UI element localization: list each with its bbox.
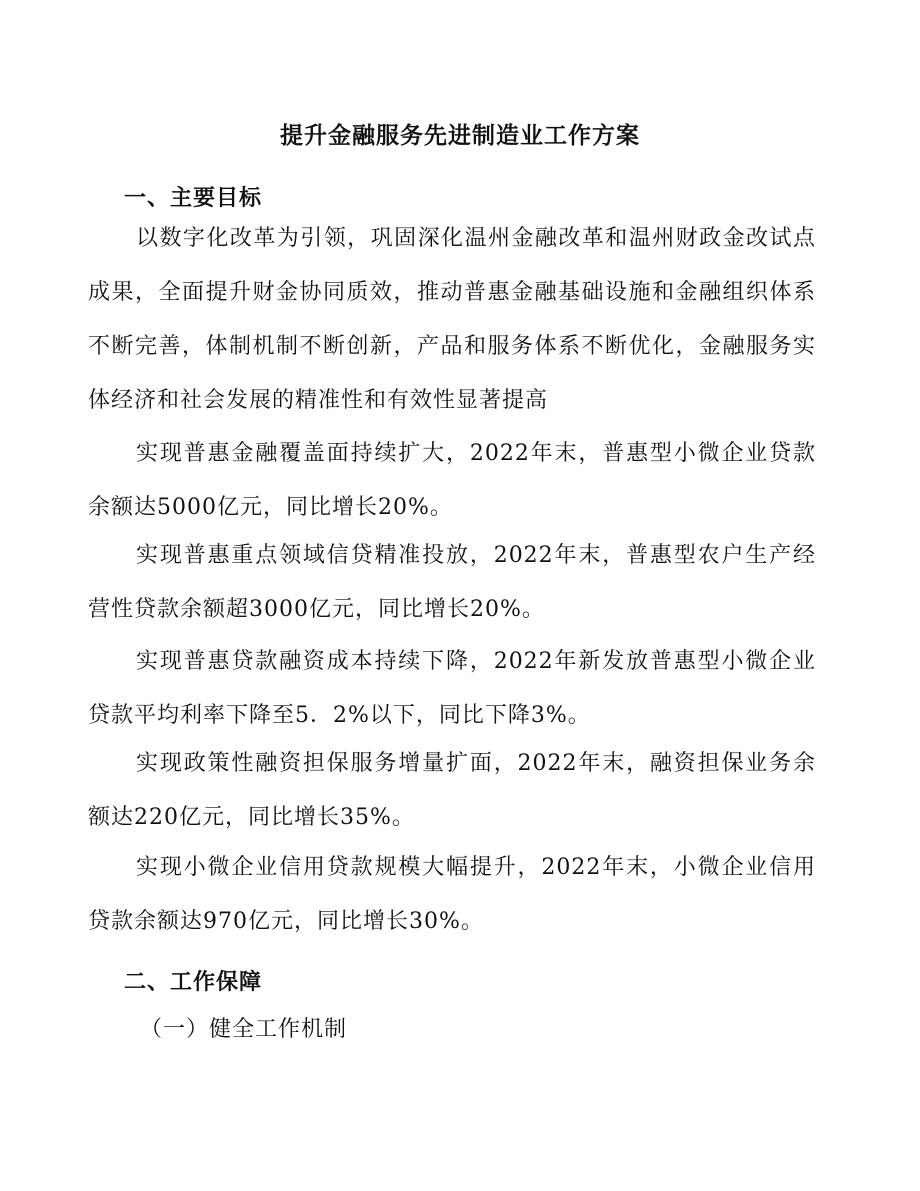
section-heading-main-goals: 一、主要目标	[124, 185, 263, 211]
paragraph-intro: 以数字化改革为引领，巩固深化温州金融改革和温州财政金改试点成果，全面提升财金协同质效，推动普惠金融基础设施和金融组织体系不断完善，体制机制不断创新，产品和服务体系不断优化，金融服务实体经济和社会发展的精准性和有效性显著提高	[88, 226, 816, 413]
document-title: 提升金融服务先进制造业工作方案	[280, 122, 640, 149]
paragraph-goal-cost: 实现普惠贷款融资成本持续下降，2022年新发放普惠型小微企业贷款平均利率下降至5．2%以下，同比下降3%。	[88, 649, 816, 728]
paragraph-goal-guarantee: 实现政策性融资担保服务增量扩面，2022年末，融资担保业务余额达220亿元，同比增长35%。	[88, 751, 816, 830]
paragraph-goal-coverage: 实现普惠金融覆盖面持续扩大，2022年末，普惠型小微企业贷款余额达5000亿元，同比增长20%。	[88, 441, 816, 520]
paragraph-goal-credit: 实现普惠重点领域信贷精准投放，2022年末，普惠型农户生产经营性贷款余额超3000亿元，同比增长20%。	[88, 543, 816, 622]
section-heading-work-guarantee: 二、工作保障	[124, 969, 263, 995]
subsection-heading-mechanism: （一）健全工作机制	[140, 1017, 348, 1042]
paragraph-goal-credit-loans: 实现小微企业信用贷款规模大幅提升，2022年末，小微企业信用贷款余额达970亿元，同比增长30%。	[88, 855, 816, 934]
